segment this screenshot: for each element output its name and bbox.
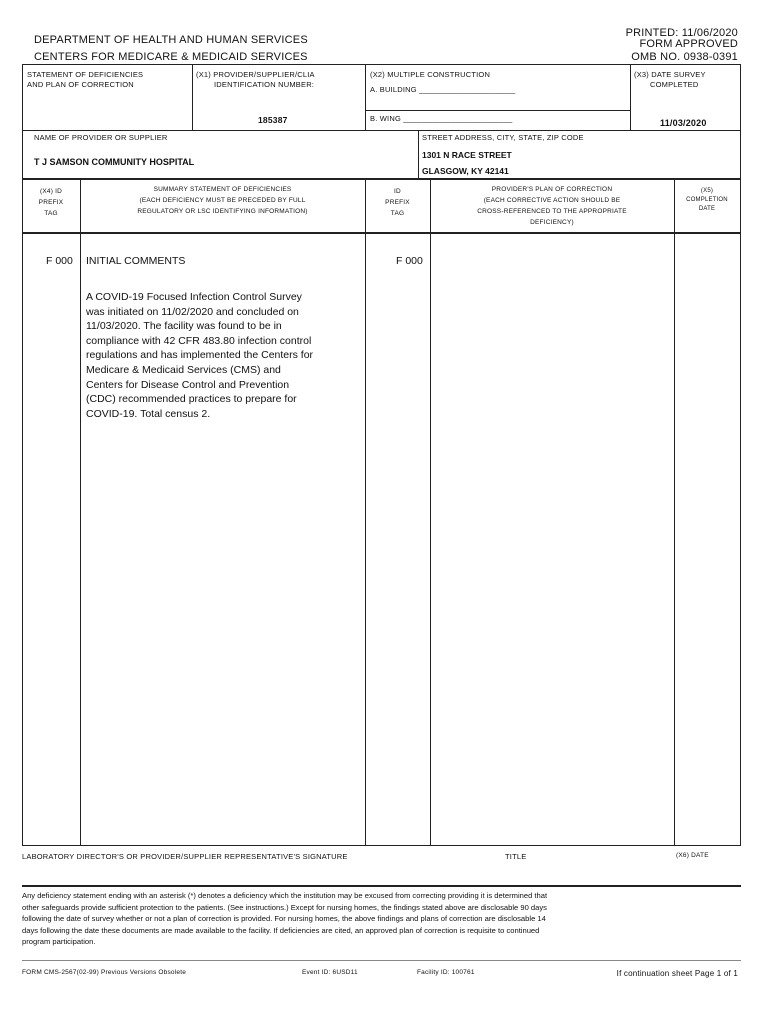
date-label: (X6) DATE [676,852,709,859]
building-field: A. BUILDING ______________________ [370,85,516,94]
form-number: FORM CMS-2567(02-99) Previous Versions Obsolete [22,969,187,976]
frame-right-rule [740,64,741,846]
grid-divider-x2 [365,64,366,130]
x1-label-2: IDENTIFICATION NUMBER: [214,80,315,89]
summary-header: SUMMARY STATEMENT OF DEFICIENCIES [153,186,292,193]
provider-number: 185387 [258,115,288,125]
signature-label: LABORATORY DIRECTOR'S OR PROVIDER/SUPPLIER REPRESENTATIVE'S SIGNATURE [22,852,348,861]
department-title: DEPARTMENT OF HEALTH AND HUMAN SERVICES [34,34,308,46]
footnote-line: Any deficiency statement ending with an asterisk (*) denotes a deficiency which the institution may be excused from correcting providing it is determined that [22,891,548,900]
x5-header: (X5) [700,188,714,194]
grid-divider-x1 [192,64,193,130]
column-divider-2 [365,180,366,846]
x3-label-2: COMPLETED [650,80,699,89]
provider-divider [418,130,419,178]
entry-heading: INITIAL COMMENTS [86,255,186,267]
column-divider-4 [674,180,675,846]
text-line: regulations and has implemented the Centers for [86,349,314,362]
provider-name: T J SAMSON COMMUNITY HOSPITAL [34,157,195,167]
signature-bottom-rule [22,885,741,887]
text-line: (CDC) recommended practices to prepare for [86,393,297,406]
event-id: Event ID: 6USD11 [302,969,358,976]
id-header-2: PREFIX [385,199,410,206]
facility-id: Facility ID: 100761 [417,969,475,976]
address-label: STREET ADDRESS, CITY, STATE, ZIP CODE [422,133,584,142]
wing-divider [365,110,630,111]
text-line: Centers for Disease Control and Prevention [86,378,290,391]
column-header-bottom-rule [22,232,741,234]
x2-label: (X2) MULTIPLE CONSTRUCTION [370,70,491,79]
text-line: 11/03/2020. The facility was found to be in [86,320,282,333]
body-bottom-rule [22,845,741,846]
footnote-line: following the date of survey whether or not a plan of correction is provided. For nursing homes, the above findings and plans of correction are disclosable 14 [22,914,546,923]
frame-left-rule [22,64,23,846]
footnote-line: program participation. [22,937,96,946]
column-divider-3 [430,180,431,846]
statement-label: STATEMENT OF DEFICIENCIES [27,70,144,79]
footnote-line: other safeguards provide sufficient protection to the patients. (See instructions.) Except for nursing homes, the findings stated above are disclosable 90 days [22,902,547,912]
survey-completed-date: 11/03/2020 [660,118,707,128]
plan-header-3: CROSS-REFERENCED TO THE APPROPRIATE [477,208,627,215]
text-line: was initiated on 11/02/2020 and concluded on [86,305,299,318]
grid-bottom-rule [22,130,741,131]
tag-left: F 000 [46,255,73,267]
id-header-3: TAG [390,210,405,217]
x4-header-2: PREFIX [38,199,64,206]
plan-header: PROVIDER'S PLAN OF CORRECTION [491,186,613,193]
deficiency-text [86,290,313,421]
wing-field: B. WING _________________________ [370,114,513,123]
summary-header-2: (EACH DEFICIENCY MUST BE PRECEDED BY FULL [139,197,306,204]
printed-date: PRINTED: 11/06/2020 [625,27,738,39]
form-approved: FORM APPROVED [639,38,738,50]
plan-header-4: DEFICIENCY) [530,219,574,226]
tag-right: F 000 [396,255,423,267]
provider-bottom-rule [22,178,741,180]
statement-label-2: AND PLAN OF CORRECTION [27,80,134,89]
text-line: Medicare & Medicaid Services (CMS) and [86,363,281,376]
id-header: ID [394,188,401,195]
text-line: COVID-19. Total census 2. [86,407,211,420]
footnote-line: days following the date these documents are made available to the facility. If deficiencies are cited, an approved plan of correction is requisite to continued [22,925,540,935]
x5-header-3: DATE [698,206,716,212]
text-line: compliance with 42 CFR 483.80 infection control [86,334,312,347]
summary-header-3: REGULATORY OR LSC IDENTIFYING INFORMATION) [137,208,308,215]
provider-name-label: NAME OF PROVIDER OR SUPPLIER [34,133,168,142]
x4-header: (X4) ID [40,188,62,195]
grid-divider-x3 [630,64,631,130]
frame-top-rule [22,64,741,65]
x4-header-3: TAG [44,210,58,217]
agency-title: CENTERS FOR MEDICARE & MEDICAID SERVICES [34,51,308,63]
street-address: 1301 N RACE STREET [422,150,512,160]
x1-label: (X1) PROVIDER/SUPPLIER/CLIA [196,70,315,79]
omb-number: OMB NO. 0938-0391 [631,51,738,63]
x5-header-2: COMPLETION [686,197,728,203]
plan-header-2: (EACH CORRECTIVE ACTION SHOULD BE [483,197,621,204]
city-state-zip: GLASGOW, KY 42141 [422,166,509,176]
page-indicator: If continuation sheet Page 1 of 1 [616,969,738,978]
footer-rule [22,960,741,961]
disclosure-footnote [22,890,547,948]
column-divider-1 [80,180,81,846]
x3-label: (X3) DATE SURVEY [634,70,706,79]
title-label: TITLE [505,852,527,861]
text-line: A COVID-19 Focused Infection Control Survey [86,291,302,303]
